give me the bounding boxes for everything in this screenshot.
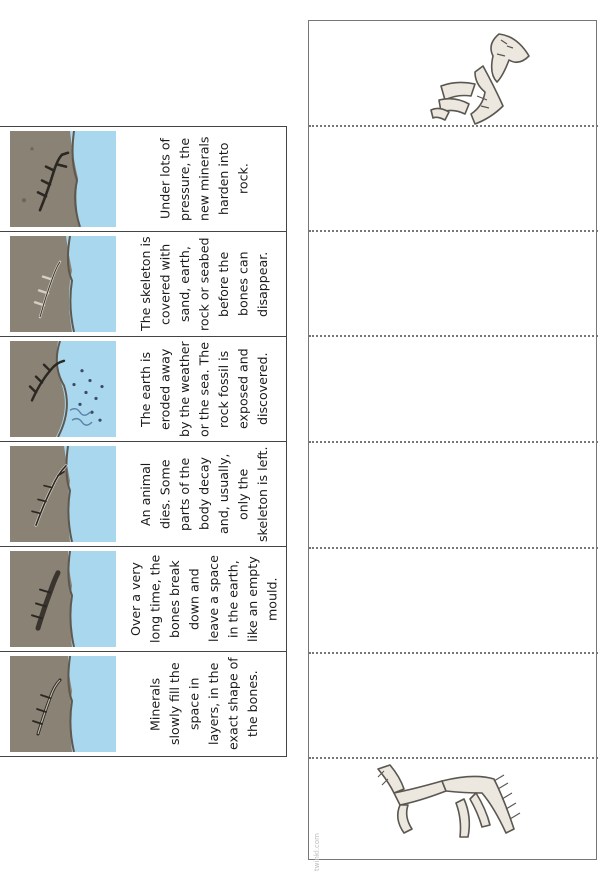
fold-out-strip: [308, 20, 597, 871]
card-illustration: [10, 446, 116, 542]
fold-line: [309, 335, 598, 337]
card-illustration: [10, 551, 116, 647]
fossil-card: [0, 442, 286, 547]
fossil-card: [0, 337, 286, 442]
fossil-card: [0, 232, 286, 337]
watermark: twinkl.com: [313, 833, 321, 871]
card-text: The earth is eroded away by the weather or the sea. The rock fossil is exposed and discovered.: [137, 341, 270, 437]
fold-line: [309, 547, 598, 549]
dinosaur-tail-skeleton-icon: [364, 759, 524, 859]
fold-line: [309, 652, 598, 654]
fossil-card: [0, 652, 286, 756]
fossil-card: [0, 547, 286, 652]
card-illustration: [10, 131, 116, 227]
card-text: Over a very long time, the bones break down and leave a space in the earth, like an empty mould.: [128, 554, 280, 644]
card-text: Under lots of pressure, the new minerals harden into rock.: [157, 136, 251, 222]
card-illustration: [10, 341, 116, 437]
card-text: An animal dies. Some parts of the body decay and, usually, only the skeleton is left.: [137, 446, 270, 542]
fold-line: [309, 230, 598, 232]
card-text: The skeleton is covered with sand, earth, rock or seabed before the bones can disappear.: [137, 236, 270, 332]
fold-line: [309, 441, 598, 443]
fossil-card: [0, 127, 286, 232]
card-illustration: [10, 656, 116, 752]
fossil-cards-column: [0, 126, 287, 757]
card-illustration: [10, 236, 116, 332]
card-text: Minerals slowly fill the space in layers, in the exact shape of the bones.: [147, 657, 260, 751]
dinosaur-skull-icon: [379, 26, 534, 126]
fold-line: [309, 125, 598, 127]
